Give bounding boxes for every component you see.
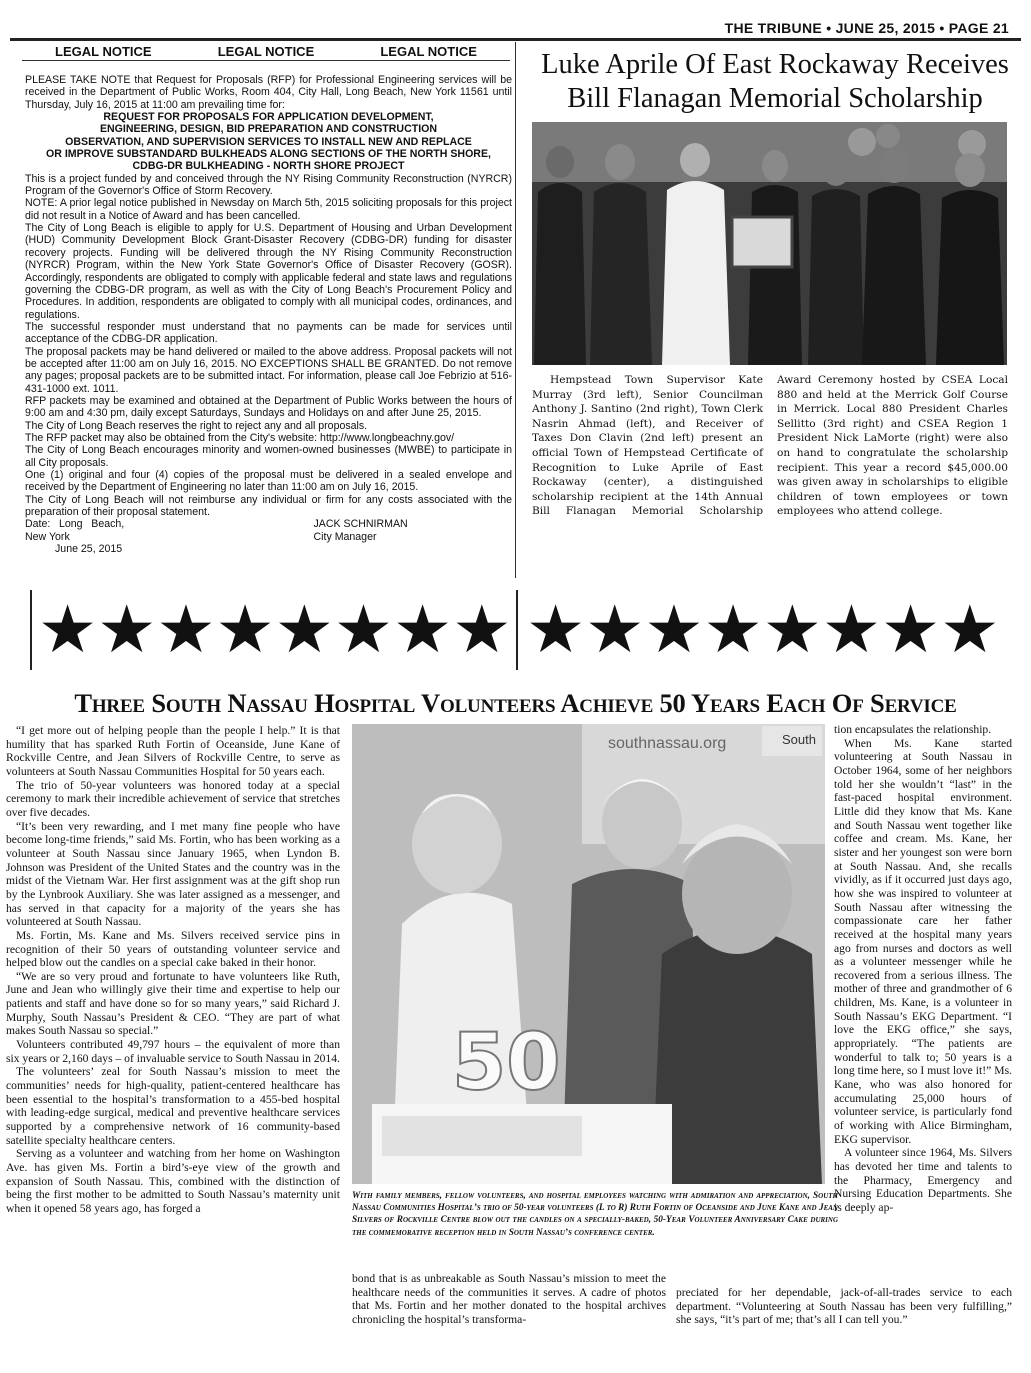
volunteers-photo-illustration [352, 724, 825, 1184]
legal-title-line: REQUEST FOR PROPOSALS FOR APPLICATION DEVELOPMENT, [103, 111, 434, 124]
legal-notice-header [22, 42, 510, 61]
legal-title-line: CDBG-DR BULKHEADING - NORTH SHORE PROJECT [132, 160, 405, 173]
star-icon: ★ [585, 591, 645, 668]
volunteers-column-3-bottom [676, 1286, 1012, 1327]
article-paragraph: “We are so very proud and fortunate to have volunteers like Ruth, June and Jean who willingly give their time and expertise to help our patients and staff and have done so for so many years,” said Richard J. Murphy, South Nassau’s President & CEO. “They are part of what makes South Nassau so special.” [6, 969, 340, 1038]
star-icon: ★ [274, 591, 334, 668]
article-paragraph: “It’s been very rewarding, and I met many fine people who have become long-time friends,” said Ms. Fortin, who has been working as a volunteer at South Nassau since January 1965, when Lyndon B. Johnson was President of the United States and the country was in the midst of the Vietnam War. Her first assignment was at the gift shop run by the Lynbrook Auxiliary. She was later assigned as a messenger, and has served in that capacity for a majority of the years she has volunteered at South Nassau. [6, 819, 340, 929]
article-paragraph: preciated for her dependable, jack-of-all-trades service to each department. “Volunteering at South Nassau has been very fulfilling,” she says, “it’s part of me; that’s all I can tell you.” [676, 1286, 1012, 1327]
star-icon: ★ [762, 591, 822, 668]
scholarship-caption-text: Hempstead Town Supervisor Kate Murray (3rd left), Senior Councilman Anthony J. Santino (2nd right), Town Clerk Nasrin Ahmad (left), and Receiver of Taxes Don Clavin (2nd left) present an official Town of Hempstead Certificate of Recognition to Luke Aprile of East Rockaway (center), a distinguished scholarship recipient at the 14th Annual Bill Flanagan Memorial Scholarship Award Ceremony hosted by CSEA Local 880 and held at the Merrick Golf Course in Merrick. Local 880 President Charles Sellitto (3rd right) and CSEA Region 1 President Nick LaMorte (right) were also on hand to congratulate the scholarship recipient. This year a record $45,000.00 was given away in scholarships to eligible children of town employees or town employees who attend college. [532, 374, 1008, 518]
volunteers-column-3 [834, 723, 1012, 1215]
legal-notice-label: LEGAL NOTICE [55, 44, 152, 59]
legal-paragraph: PLEASE TAKE NOTE that Request for Proposals (RFP) for Professional Engineering services will be received in the Department of Public Works, Room 404, City Hall, Long Beach, New York 11561 until Thursday, July 16, 2015 at 11:00 am prevailing time for: [25, 74, 512, 111]
star-icon: ★ [38, 591, 98, 668]
star-icon: ★ [156, 591, 216, 668]
star-icon: ★ [215, 591, 275, 668]
star-icon: ★ [881, 591, 941, 668]
legal-paragraph: NOTE: A prior legal notice published in Newsday on March 5th, 2015 soliciting proposals for this project did not result in a Notice of Award and has been cancelled. [25, 197, 512, 222]
legal-signature [25, 518, 512, 555]
article-paragraph: Ms. Fortin, Ms. Kane and Ms. Silvers received service pins in recognition of their 50 years of outstanding volunteer service and helped blow out the candles on a special cake baked in their honor. [6, 928, 340, 970]
article-paragraph: The trio of 50-year volunteers was honored today at a special ceremony to mark their incredible achievement of service that stretches over five decades. [6, 778, 340, 819]
legal-paragraph: The City of Long Beach is eligible to apply for U.S. Department of Housing and Urban Development (HUD) Community Development Block Grant-Disaster Recovery (CDBG-DR) funding for disaster recovery projects. Funding will be delivered through the NY Rising Community Reconstruction (NYRCR) Program, within the New York State Governor's Office of Disaster Recovery (GOSR). Accordingly, respondents are obligated to comply with applicable federal and state laws and regulations governing the CDBG-DR program, as well as with the City of Long Beach's Procurement Policy and Procedures. In addition, respondents are obligated to comply with all municipal codes, ordinances, and regulations. [25, 222, 512, 321]
legal-paragraph: RFP packets may be examined and obtained at the Department of Public Works between the hours of 9:00 am and 4:30 pm, daily except Saturdays, Sundays and Holidays on and after June 25, 2015. [25, 394, 512, 420]
article-paragraph: “I get more out of helping people than the people I help.” It is that humility that has sparked Ruth Fortin of Oceanside, June Kane of Rockville Centre, and Jean Silvers of Rockville Centre, to serve as volunteers at South Nassau Communities Hospital for 50 years each. [6, 724, 340, 778]
star-icon: ★ [526, 591, 586, 668]
volunteers-column-1 [6, 724, 340, 1216]
legal-title-line: ENGINEERING, DESIGN, BID PREPARATION AND CONSTRUCTION [99, 123, 438, 136]
star-icon: ★ [452, 591, 512, 668]
volunteers-photo [352, 724, 825, 1184]
legal-paragraph: This is a project funded by and conceived through the NY Rising Community Reconstruction (NYRCR) Program of the Governor's Office of Storm Recovery. [25, 172, 512, 198]
star-icon: ★ [644, 591, 704, 668]
scholarship-photo-illustration [532, 122, 1007, 365]
photo-logo-text: South [782, 732, 816, 747]
star-icon: ★ [333, 591, 394, 668]
legal-title-line: OBSERVATION, AND SUPERVISION SERVICES TO INSTALL NEW AND REPLACE [65, 135, 472, 148]
article-paragraph: tion encapsulates the relationship. [834, 723, 992, 736]
star-group-right [526, 591, 1000, 668]
legal-paragraph: The City of Long Beach will not reimburse any individual or firm for any costs associated with the preparation of their proposal statement. [25, 493, 512, 519]
legal-notice-label: LEGAL NOTICE [380, 44, 477, 59]
legal-notice-body [25, 74, 512, 555]
star-icon: ★ [821, 591, 882, 668]
star-group-left [38, 591, 512, 668]
article-paragraph: Serving as a volunteer and watching from her home on Washington Ave. has given Ms. Fortin a bird’s-eye view of the growth and expansion of South Nassau. This, combined with the distinction of being the first mother to be admitted to South Nassau’s maternity unit when it opened 58 years ago, has forged a [6, 1147, 340, 1215]
star-icon: ★ [393, 591, 453, 668]
volunteers-column-2-bottom [352, 1272, 666, 1327]
legal-paragraph: The successful responder must understand that no payments can be made for services until acceptance of the CDBG-DR application. [25, 320, 512, 346]
legal-paragraph: One (1) original and four (4) copies of the proposal must be delivered in a sealed envelope and received by the Department of Engineering no later than 11:00 am on July 16, 2015. [25, 469, 512, 494]
legal-signer-title: City Manager [313, 530, 377, 543]
legal-date-label: Date: Long Beach, New York [25, 518, 125, 543]
article-paragraph: Volunteers contributed 49,797 hours – the equivalent of more than six years or 2,160 days – of invaluable service to South Nassau in 2014. [6, 1038, 340, 1065]
column-divider [515, 42, 516, 578]
star-icon: ★ [97, 591, 157, 668]
photo-sign-text: southnassau.org [608, 735, 727, 752]
star-icon: ★ [703, 591, 763, 668]
scholarship-photo [532, 122, 1007, 365]
volunteers-headline: Three South Nassau Hospital Volunteers Achieve 50 Years Each Of Service [74, 688, 957, 718]
volunteers-caption: With family members, fellow volunteers, and hospital employees watching with admiration and appreciation, South Nassau Communities Hospital’s trio of 50-year volunteers (L to R) Ruth Fortin of Oceanside and June Kane and Jean Silvers of Rockville Centre blow out the candles on a specially-baked, 50-Year Volunteer Anniversary Cake during the commemorative reception held in South Nassau’s conference center. [352, 1191, 838, 1238]
legal-paragraph: The proposal packets may be hand delivered or mailed to the above address. Proposal packets will not be accepted after 11:00 am on July 16, 2015. NO EXCEPTIONS SHALL BE GRANTED. Do not remove any pages; proposal packets are to be submitted intact. For information, please call Joe Febrizio at 516-431-1000 ext. 1011. [25, 345, 512, 395]
legal-paragraph: The City of Long Beach encourages minority and women-owned businesses (MWBE) to participate in all City proposals. [25, 444, 512, 469]
legal-notice-label: LEGAL NOTICE [217, 44, 315, 59]
legal-signer-block [224, 518, 513, 555]
legal-title-line: OR IMPROVE SUBSTANDARD BULKHEADS ALONG SECTIONS OF THE NORTH SHORE, [46, 148, 491, 161]
star-divider [30, 590, 1005, 670]
legal-paragraph: The RFP packet may also be obtained from the City's website: http://www.longbeachny.gov/ [25, 431, 455, 444]
star-divider-edge [30, 590, 32, 670]
scholarship-headline: Luke Aprile Of East Rockaway Receives Bill Flanagan Memorial Scholarship [541, 49, 1009, 114]
star-divider-center [516, 590, 518, 670]
legal-paragraph: The City of Long Beach reserves the right to reject any and all proposals. [25, 419, 368, 432]
legal-date-block [25, 518, 224, 555]
top-rule [10, 38, 1021, 41]
article-paragraph: bond that is as unbreakable as South Nassau’s mission to meet the healthcare needs of the communities it serves. A cadre of photos that Ms. Fortin and her mother donated to the hospital archives chronicling the hospital’s transforma- [352, 1272, 666, 1326]
article-paragraph: The volunteers’ zeal for South Nassau’s mission to meet the communities’ needs for high-quality, patient-centered healthcare has been essential to the hospital’s transformation to a 455-bed hospital with leading-edge surgical, medical and preventive healthcare services supported by a comprehensive network of 16 community-based satellite specialty healthcare centers. [6, 1065, 340, 1147]
star-icon: ★ [940, 591, 1000, 668]
legal-signer-name: JACK SCHNIRMAN [313, 518, 408, 531]
masthead: THE TRIBUNE • JUNE 25, 2015 • PAGE 21 [724, 20, 1009, 36]
article-paragraph: When Ms. Kane started volunteering at South Nassau in October 1964, some of her neighbors told her she wouldn’t “last” in the fast-paced hospital environment. Little did they know that Ms. Kane and South Nassau went together like coffee and cream. Ms. Kane, her sister and her youngest son were born at South Nassau. And, she recalls vividly, as if it occurred just days ago, how she was inspired to volunteer at South Nassau after witnessing the compassionate care her father received at the hospital many years ago from nurses and doctors as well as a volunteer messenger while he recovered from a serious illness. The mother of three and grandmother of 6 children, Ms. Kane, is a volunteer in South Nassau’s EKG Department. “I love the EKG office,” she says, appropriately. “The patients are wonderful to talk to; 50 years is a long time here, so I must love it!” Ms. Kane, who was also honored for accumulating 25,000 hours of volunteer service, is particularly fond of working with Alice Birmingham, EKG supervisor. [834, 736, 1012, 1146]
article-paragraph: A volunteer since 1964, Ms. Silvers has devoted her time and talents to the Pharmacy, Emergency and Nursing Education Departments. She is deeply ap- [834, 1146, 1012, 1214]
legal-date-value: June 25, 2015 [55, 543, 123, 556]
scholarship-caption [532, 373, 1008, 519]
photo-cake-number: 50 [452, 1018, 561, 1108]
